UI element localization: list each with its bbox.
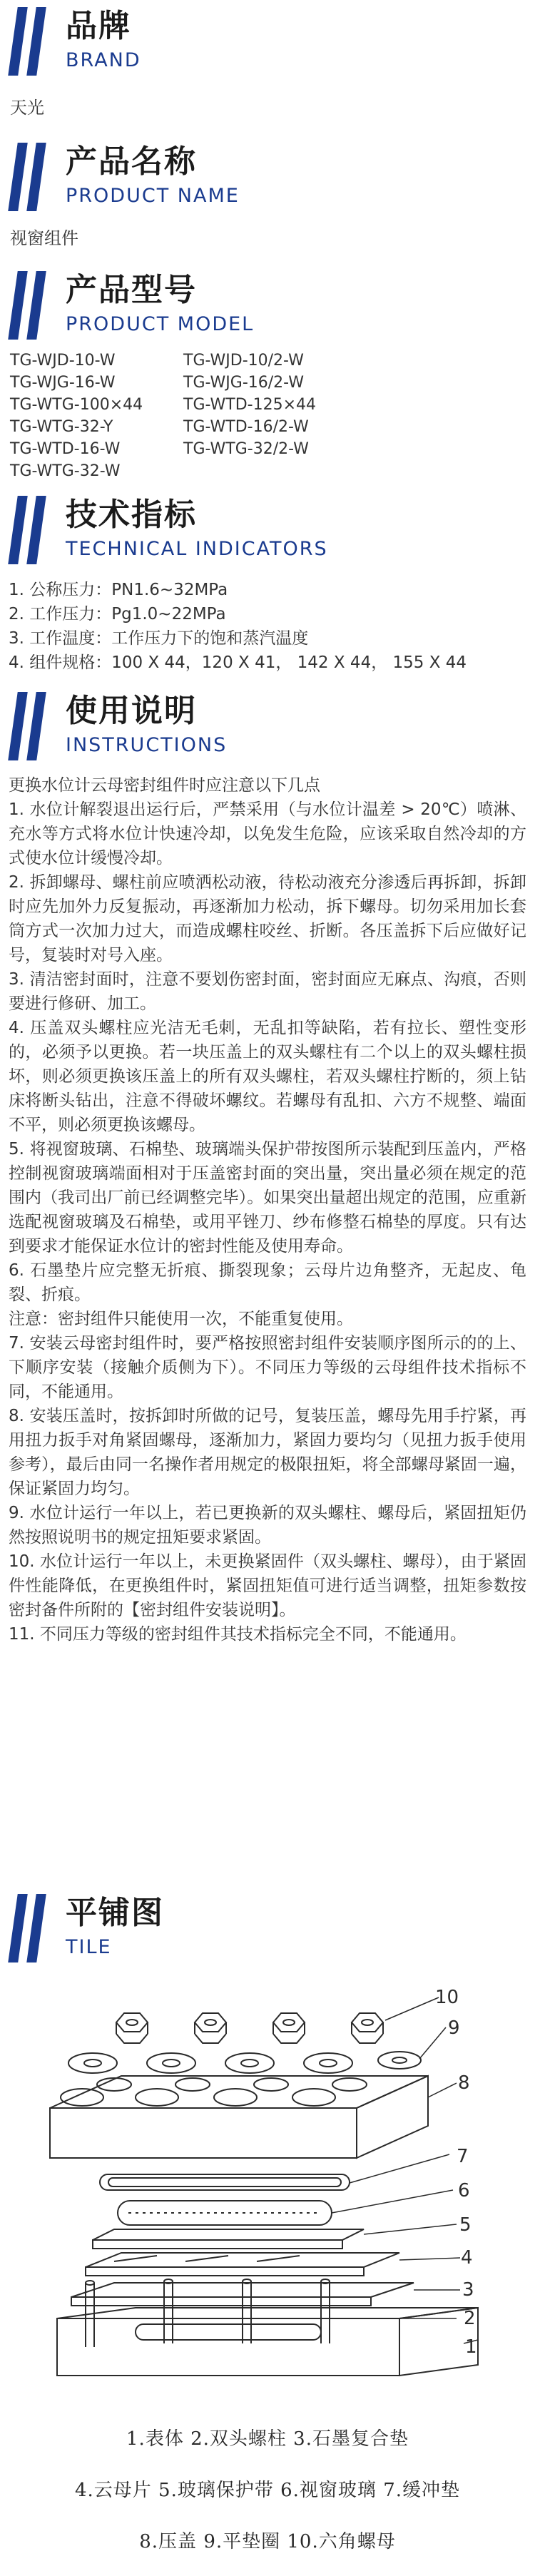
accent-bar-icon: [8, 496, 27, 564]
accent-bar-icon: [26, 692, 46, 760]
tech-header: [0, 489, 535, 567]
product-model-header: [0, 264, 535, 342]
product-name-title-cn: 产品名称: [66, 143, 197, 180]
model-item: TG-WJD-10/2-W: [183, 352, 304, 370]
accent-bar-icon: [26, 1894, 46, 1962]
model-item: TG-WTD-16/2-W: [183, 418, 309, 436]
model-item: TG-WJG-16/2-W: [183, 374, 304, 392]
brand-value: 天光: [10, 98, 44, 118]
mica-sheet-icon: [86, 2253, 399, 2276]
model-item: TG-WTG-32-W: [10, 462, 121, 480]
instruction-item: 9. 水位计运行一年以上，若已更换新的双头螺柱、螺母后，紧固扭矩仍然按照说明书的规定扭矩要求紧固。: [9, 1504, 526, 1547]
tech-title-cn: 技术指标: [66, 497, 197, 533]
callout-7: 7: [457, 2146, 469, 2167]
product-name-section: [0, 136, 535, 214]
instructions-section: [0, 685, 535, 763]
callout-6: 6: [458, 2180, 470, 2201]
tech-item: 3. 工作温度：工作压力下的饱和蒸汽温度: [9, 629, 309, 648]
model-row: [10, 372, 524, 394]
buffer-pad-icon: [100, 2174, 350, 2190]
brand-title-en: BRAND: [66, 49, 141, 71]
instruction-item: 5. 将视窗玻璃、石棉垫、玻璃端头保护带按图所示装配到压盖内，严格控制视窗玻璃端面相对于压盖密封面的突出量，突出量必须在规定的范围内（我司出厂前已经调整完毕）。如果突出量超出规定的范围，应重新选配视窗玻璃及石棉垫，或用平锉刀、纱布修整石棉垫的厚度。只有达到要求才能保证水位计的密封性能及使用寿命。: [9, 1140, 526, 1256]
accent-bar-icon: [26, 143, 46, 211]
instruction-item: 10. 水位计运行一年以上，未更换紧固件（双头螺柱、螺母），由于紧固件性能降低，在更换组件时，紧固扭矩值可进行适当调整，扭矩参数按密封备件所附的【密封组件安装说明】。: [9, 1552, 526, 1619]
brand-title-cn: 品牌: [66, 8, 131, 44]
model-list: [10, 350, 524, 482]
instructions-body: [9, 773, 526, 1646]
tile-section: [0, 1887, 535, 1965]
accent-bar-icon: [26, 7, 46, 76]
legend-line-3: 8.压盖 9.平垫圈 10.六角螺母: [139, 2531, 396, 2552]
hex-nut-icon: [116, 2013, 383, 2043]
instruction-item: 11. 不同压力等级的密封组件其技术指标完全不同，不能通用。: [9, 1625, 467, 1644]
instructions-header: [0, 685, 535, 763]
accent-bar-icon: [26, 496, 46, 564]
instructions-title-cn: 使用说明: [66, 693, 197, 729]
stud-bolt-icon: [86, 2279, 330, 2347]
instruction-item: 4. 压盖双头螺柱应光洁无毛刺，无乱扣等缺陷，若有拉长、塑性变形的，必须予以更换。若一块压盖上的双头螺柱有二个以上的双头螺柱损坏，则必须更换该压盖上的所有双头螺柱，若双头螺柱拧断的，须上钻床将断头钻出，注意不得破坏螺纹。若螺母有乱扣、六方不规整、端面不平，则必须更换该螺母。: [9, 1019, 526, 1134]
instructions-title-en: INSTRUCTIONS: [66, 734, 228, 756]
callout-4: 4: [461, 2247, 473, 2269]
model-row: [10, 460, 524, 482]
instruction-item: 8. 安装压盖时，按拆卸时所做的记号，复装压盖，螺母先用手拧紧，再用扭力扳手对角紧固螺母，逐渐加力，紧固力要均匀（见扭力扳手使用参考），最后由同一名操作者用规定的极限扭矩，将全部螺母紧固一遍，保证紧固力均匀。: [9, 1407, 526, 1498]
tile-title-en: TILE: [66, 1936, 112, 1958]
product-model-section: [0, 264, 535, 342]
model-row: [10, 394, 524, 416]
model-item: TG-WJD-10-W: [10, 352, 116, 370]
legend-line-2: 4.云母片 5.玻璃保护带 6.视窗玻璃 7.缓冲垫: [74, 2480, 461, 2501]
callout-2: 2: [464, 2308, 476, 2329]
accent-bar-icon: [8, 692, 27, 760]
model-item: TG-WTG-32/2-W: [183, 440, 309, 458]
accent-bar-icon: [8, 7, 27, 76]
leader-lines: [330, 1997, 478, 2343]
product-model-title-cn: 产品型号: [66, 272, 197, 308]
tile-header: [0, 1887, 535, 1965]
legend-line-1: 1.表体 2.双头螺柱 3.石墨复合垫: [126, 2428, 409, 2450]
sight-glass-icon: [118, 2201, 332, 2225]
accent-bar-icon: [8, 271, 27, 340]
instruction-item: 6. 石墨垫片应完整无折痕、撕裂现象；云母片边角整齐，无起皮、龟裂、折痕。: [9, 1261, 526, 1304]
exploded-assembly-diagram: [29, 1983, 514, 2383]
callout-10: 10: [435, 1987, 459, 2008]
flat-washer-icon: [68, 2052, 421, 2073]
tech-title-en: TECHNICAL INDICATORS: [66, 538, 328, 560]
model-item: TG-WTG-32-Y: [10, 418, 113, 436]
model-row: [10, 438, 524, 460]
tech-list: [9, 578, 526, 675]
tech-section: [0, 489, 535, 567]
product-name-value: 视窗组件: [10, 228, 78, 248]
tech-item: 1. 公称压力：PN1.6~32MPa: [9, 581, 228, 599]
model-row: [10, 416, 524, 438]
callout-5: 5: [459, 2214, 472, 2236]
callout-1: 1: [465, 2336, 477, 2358]
instruction-item: 2. 拆卸螺母、螺柱前应喷洒松动液，待松动液充分渗透后再拆卸，拆卸时应先加外力反复振动，再逐渐加力松动，拆下螺母。切勿采用加长套筒方式一次加力过大，而造成螺柱咬丝、折断。各压盖拆下后应做好记号，复装时对号入座。: [9, 873, 526, 964]
instruction-note: 注意：密封组件只能使用一次，不能重复使用。: [9, 1310, 353, 1328]
instruction-intro: 更换水位计云母密封组件时应注意以下几点: [9, 776, 320, 795]
product-name-title-en: PRODUCT NAME: [66, 185, 240, 207]
accent-bar-icon: [8, 1894, 27, 1962]
instruction-item: 7. 安装云母密封组件时，要严格按照密封组件安装顺序图所示的的上、下顺序安装（接触介质侧为下）。不同压力等级的云母组件技术指标不同，不能通用。: [9, 1334, 526, 1401]
product-model-title-en: PRODUCT MODEL: [66, 313, 255, 335]
model-item: TG-WTD-125×44: [183, 396, 317, 414]
model-item: TG-WTD-16-W: [10, 440, 121, 458]
callout-8: 8: [458, 2072, 470, 2094]
glass-protection-band-icon: [93, 2229, 364, 2249]
callout-3: 3: [462, 2279, 474, 2301]
callout-9: 9: [448, 2017, 460, 2039]
model-item: TG-WJG-16-W: [10, 374, 116, 392]
brand-section: [0, 0, 535, 78]
tile-title-cn: 平铺图: [66, 1895, 164, 1931]
accent-bar-icon: [8, 143, 27, 211]
instruction-item: 1. 水位计解裂退出运行后，严禁采用（与水位计温差 > 20℃）喷淋、充水等方式将水位计快速冷却，以免发生危险，应该采取自然冷却的方式使水位计缓慢冷却。: [9, 800, 526, 867]
model-row: [10, 350, 524, 372]
model-item: TG-WTG-100×44: [10, 396, 143, 414]
accent-bar-icon: [26, 271, 46, 340]
tech-item: 4. 组件规格：100 X 44，120 X 41， 142 X 44， 155 X 44: [9, 653, 467, 672]
brand-header: [0, 0, 535, 78]
instruction-item: 3. 清洁密封面时，注意不要划伤密封面，密封面应无麻点、沟痕，否则要进行修研、加工。: [9, 970, 526, 1013]
product-name-header: [0, 136, 535, 214]
tech-item: 2. 工作压力：Pg1.0~22MPa: [9, 605, 226, 623]
gland-cover-icon: [50, 2076, 428, 2158]
